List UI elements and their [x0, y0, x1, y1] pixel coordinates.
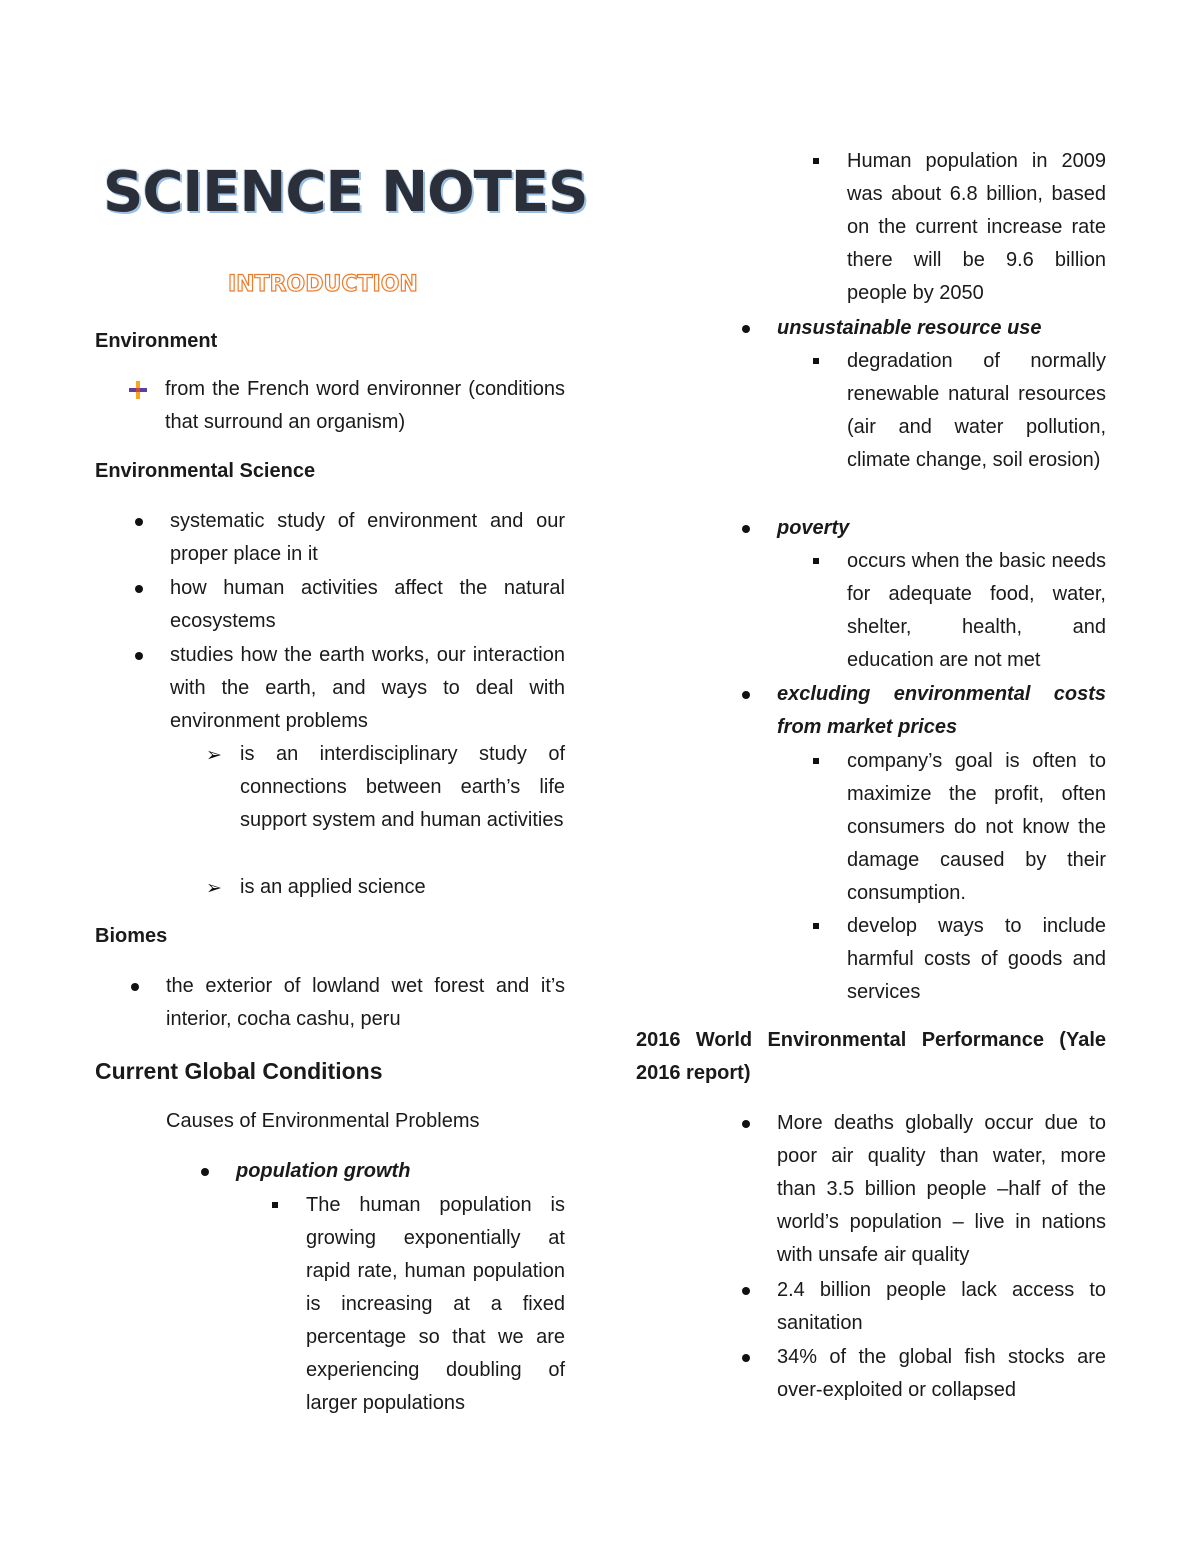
disc-icon	[742, 691, 750, 699]
disc-icon	[201, 1168, 209, 1176]
disc-icon	[742, 525, 750, 533]
yale-heading: 2016 World Environmental Performance (Yale 2016 report)	[636, 1029, 1106, 1084]
list-item: the exterior of lowland wet forest and it’s interior, cocha cashu, peru	[166, 975, 565, 1030]
list-item: 2.4 billion people lack access to sanitation	[777, 1279, 1106, 1334]
biomes-heading: Biomes	[95, 925, 168, 947]
list-item: More deaths globally occur due to poor air quality than water, more than 3.5 billion people –half of the world’s population – live in nations with unsafe air quality	[777, 1112, 1106, 1266]
list-item: 34% of the global fish stocks are over-exploited or collapsed	[777, 1346, 1106, 1401]
detail-item: Human population in 2009 was about 6.8 billion, based on the current increase rate there will be 9.6 billion people by 2050	[847, 150, 1106, 304]
page-title: SCIENCE NOTES	[103, 160, 588, 225]
cause-population-growth: population growth	[236, 1160, 411, 1182]
square-icon	[813, 558, 819, 564]
square-icon	[272, 1202, 278, 1208]
detail-item: degradation of normally renewable natural resources (air and water pollution, climate change, soil erosion)	[847, 350, 1106, 471]
environment-definition: from the French word environner (conditions that surround an organism)	[165, 378, 565, 433]
detail-item: The human population is growing exponentially at rapid rate, human population is increasing at a fixed percentage so that we are experiencing doubling of larger populations	[306, 1194, 565, 1414]
list-item: systematic study of environment and our proper place in it	[170, 510, 565, 565]
list-item: studies how the earth works, our interaction with the earth, and ways to deal with environment problems	[170, 644, 565, 732]
plus-icon	[129, 381, 147, 399]
cause-unsustainable: unsustainable resource use	[777, 317, 1042, 339]
square-icon	[813, 358, 819, 364]
square-icon	[813, 158, 819, 164]
global-conditions-heading: Current Global Conditions	[95, 1058, 383, 1084]
sub-list-item: is an interdisciplinary study of connections between earth’s life support system and human activities	[240, 743, 565, 831]
section-subtitle: INTRODUCTION	[228, 272, 418, 297]
cause-poverty: poverty	[777, 517, 850, 539]
detail-item: occurs when the basic needs for adequate food, water, shelter, health, and education are not met	[847, 550, 1106, 671]
square-icon	[813, 923, 819, 929]
disc-icon	[742, 1354, 750, 1362]
disc-icon	[131, 983, 139, 991]
arrow-icon: ➢	[206, 744, 222, 766]
list-item: how human activities affect the natural ecosystems	[170, 577, 565, 632]
disc-icon	[742, 1120, 750, 1128]
environmental-science-heading: Environmental Science	[95, 460, 316, 482]
disc-icon	[742, 1287, 750, 1295]
detail-item: company’s goal is often to maximize the profit, often consumers do not know the damage caused by their consumption.	[847, 750, 1106, 904]
environment-heading: Environment	[95, 330, 218, 352]
disc-icon	[742, 325, 750, 333]
disc-icon	[135, 652, 143, 660]
detail-item: develop ways to include harmful costs of goods and services	[847, 915, 1106, 1003]
arrow-icon: ➢	[206, 877, 222, 899]
causes-heading: Causes of Environmental Problems	[166, 1110, 480, 1132]
cause-excluding-costs: excluding environmental costs from market prices	[777, 683, 1106, 738]
square-icon	[813, 758, 819, 764]
disc-icon	[135, 518, 143, 526]
disc-icon	[135, 585, 143, 593]
sub-list-item: is an applied science	[240, 876, 426, 898]
